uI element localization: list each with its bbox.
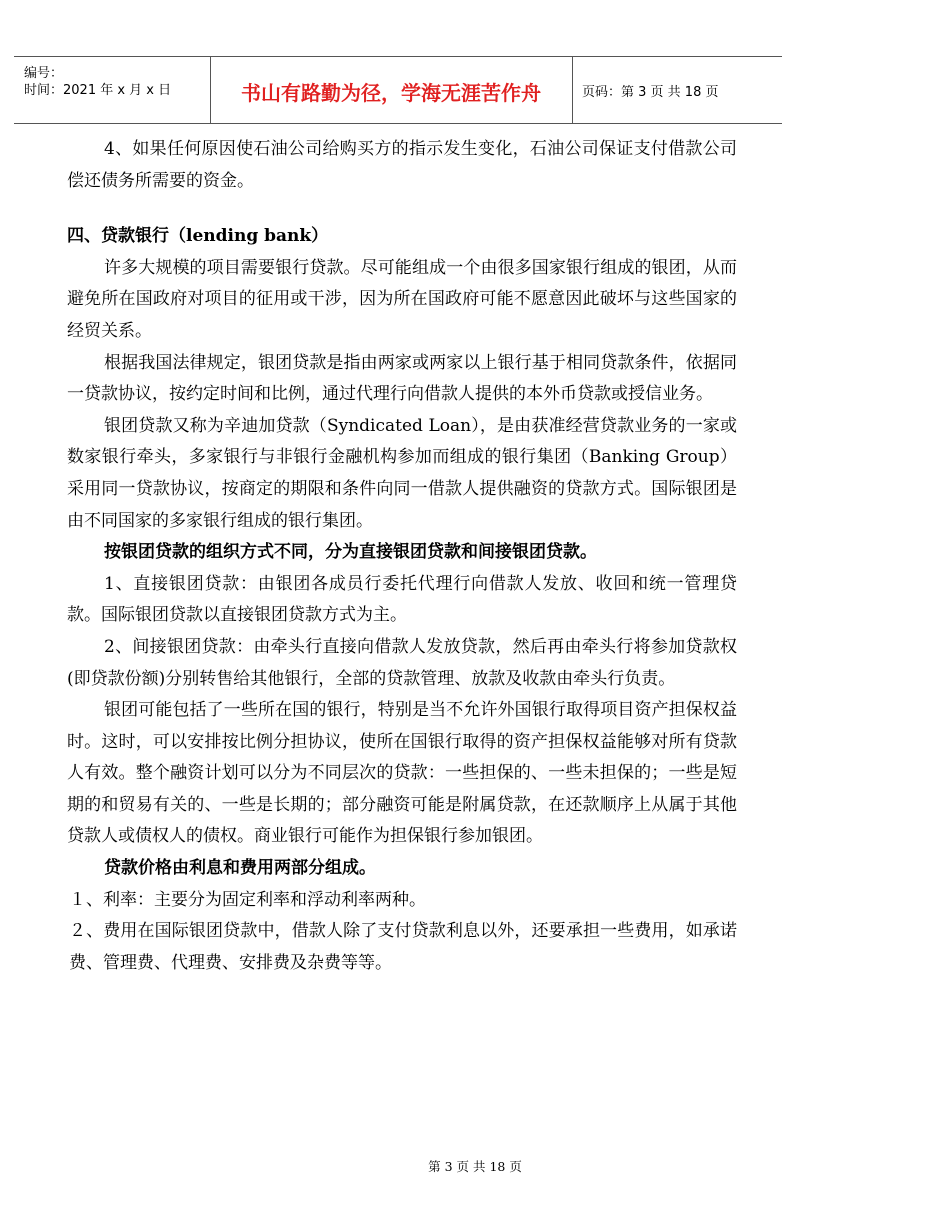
- paragraph-direct-syndication: 1、直接银团贷款：由银团各成员行委托代理行向借款人发放、收回和统一管理贷款。国际银团贷款以直接银团贷款方式为主。: [67, 573, 737, 626]
- section-heading-lending-bank: 四、贷款银行（lending bank）: [67, 226, 329, 247]
- paragraph-local-banks: 银团可能包括了一些所在国的银行，特别是当不允许外国银行取得项目资产担保权益时。这时，可以安排按比例分担协议，使所在国银行取得的资产担保权益能够对所有贷款人有效。整个融资计划可以分为不同层次的贷款：一些担保的、一些未担保的；一些是短期的和贸易有关的、一些是长期的；部分融资可能是附属贷款，在还款顺序上从属于其他贷款人或债权人的债权。商业银行可能作为担保银行参加银团。: [67, 700, 737, 847]
- paragraph-loan-pricing: 贷款价格由利息和费用两部分组成。: [104, 858, 376, 879]
- header-meta-cell: [14, 57, 211, 123]
- paragraph-fees: ２、费用在国际银团贷款中，借款人除了支付贷款利息以外，还要承担一些费用，如承诺费、管理费、代理费、安排费及杂费等等。: [69, 921, 737, 973]
- header-page-info: 页码：第 3 页 共 18 页: [582, 85, 719, 100]
- header-page-cell: [572, 57, 782, 123]
- paragraph-indirect-syndication: 2、间接银团贷款：由牵头行直接向借款人发放贷款，然后再由牵头行将参加贷款权(即贷款份额)分别转售给其他银行，全部的贷款管理、放款及收款由牵头行负责。: [67, 636, 737, 689]
- header-motto-cell: [210, 57, 573, 123]
- paragraph-guarantee: 4、如果任何原因使石油公司给购买方的指示发生变化，石油公司保证支付借款公司偿还债务所需要的资金。: [67, 139, 737, 191]
- document-number-label: 编号：: [24, 66, 64, 81]
- paragraph-interest-rate: １、利率：主要分为固定利率和浮动利率两种。: [69, 889, 426, 910]
- paragraph-bank-loans: 许多大规模的项目需要银行贷款。尽可能组成一个由很多国家银行组成的银团，从而避免所在国政府对项目的征用或干涉，因为所在国政府可能不愿意因此破坏与这些国家的经贸关系。: [67, 257, 737, 341]
- document-date-label: 时间：2021 年 x 月 x 日: [24, 83, 172, 98]
- document-body: [67, 134, 737, 979]
- paragraph-legal-definition: 根据我国法律规定，银团贷款是指由两家或两家以上银行基于相同贷款条件，依据同一贷款协议，按约定时间和比例，通过代理行向借款人提供的本外币贷款或授信业务。: [67, 352, 737, 405]
- paragraph-organization-types: 按银团贷款的组织方式不同，分为直接银团贷款和间接银团贷款。: [104, 542, 597, 563]
- page-footer: 第 3 页 共 18 页: [428, 1159, 522, 1174]
- paragraph-syndicated-loan: 银团贷款又称为辛迪加贷款（Syndicated Loan），是由获准经营贷款业务的一家或数家银行牵头，多家银行与非银行金融机构参加而组成的银行集团（Banking Group）采用同一贷款协议，按商定的期限和条件向同一借款人提供融资的贷款方式。国际银团是由不同国家的多家银行组成的银行集团。: [67, 415, 737, 531]
- page-header: [14, 56, 782, 124]
- header-motto: 书山有路勤为径，学海无涯苦作舟: [241, 81, 541, 105]
